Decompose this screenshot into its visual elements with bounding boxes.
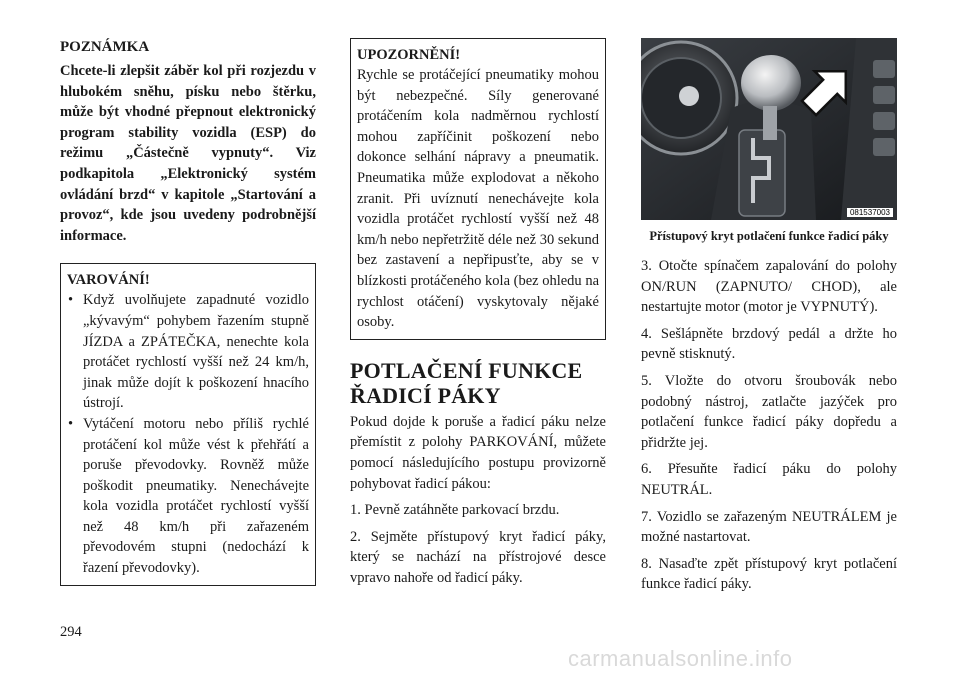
page-number: 294 xyxy=(60,624,82,640)
step-3: 3. Otočte spínačem zapalování do polohy ON/RUN (ZAPNUTO/ CHOD), ale nestartujte motor (motor je VYPNUTÝ). xyxy=(641,258,897,316)
warning-title: VAROVÁNÍ! xyxy=(67,272,150,289)
step-8: 8. Nasaďte zpět přístupový kryt potlačení funkce řadicí páky. xyxy=(641,555,897,593)
right-column xyxy=(641,38,897,595)
caution-box xyxy=(350,38,606,340)
figure-caption: Přístupový kryt potlačení funkce řadicí páky xyxy=(649,229,889,243)
note-title: POZNÁMKA xyxy=(60,39,150,55)
step-6: 6. Přesuňte řadicí páku do polohy NEUTRÁL. xyxy=(641,461,897,498)
section-intro: Pokud dojde k poruše a řadicí páku nelze přemístit z polohy PARKOVÁNÍ, můžete pomocí následujícího postupu provizorně pohybovat řadicí pákou: xyxy=(350,413,606,492)
shifter-override-illustration xyxy=(641,38,897,220)
warning-item: • Vytáčení motoru nebo příliš rychlé protáčení kol může vést k přehřátí a poruše převodovky. Rovněž může poškodit pneumatiky. Nenechávejte kola vozidla protáčet rychlostí vyšší než 48 km/h při zařazeném převodovém stupni (nedochází k řazení převodovky). xyxy=(67,414,309,579)
section-title-line2: ŘADICÍ PÁKY xyxy=(350,382,501,408)
caution-body: Rychle se protáčející pneumatiky mohou být nebezpečné. Síly generované protáčením kola nadměrnou rychlostí mohou zapříčinit poškození nebo dokonce selhání nápravy a pneumatik. Pneumatika může explodovat a někoho zranit. Při uvíznutí nenechávejte kola vozidla protáčet rychlostí vyšší než 48 km/h nebo nepřetržitě déle než 30 sekund bez zastavení a nepřipusťte, aby se v blízkosti protáčeného kola (bez ohledu na rychlost otáčení) vyskytovaly nějaké osoby. xyxy=(357,67,599,331)
left-column xyxy=(60,38,316,586)
warning-item: • Když uvolňujete zapadnuté vozidlo „kývavým“ pohybem řazením stupně JÍZDA a ZPÁTEČKA, nenechte kola protáčet rychlostí vyšší než 24 km/h, jinak může dojít k poškození hnacího ústrojí. xyxy=(67,290,309,414)
watermark: carmanualsonline.info xyxy=(568,646,793,671)
middle-column xyxy=(350,38,606,588)
step-7: 7. Vozidlo se zařazeným NEUTRÁLEM je možné nastartovat. xyxy=(641,508,897,546)
section-title xyxy=(350,358,606,408)
section-title-line1: POTLAČENÍ FUNKCE xyxy=(350,357,583,383)
warning-box xyxy=(60,263,316,585)
step-5: 5. Vložte do otvoru šroubovák nebo podobný nástroj, zatlačte jazýček pro potlačení funkce řadicí páky dopředu a přidržte jej. xyxy=(641,372,897,451)
note-body: Chcete-li zlepšit záběr kol při rozjezdu v hlubokém sněhu, písku nebo štěrku, může být vhodné přepnout elektronický program stability vozidla (ESP) do režimu „Částečně vypnuty“. Viz podkapitola „Elektronický systém ovládání brzd“ v kapitole „Startování a provoz“, kde jsou uvedeny podrobnější informace. xyxy=(60,63,316,244)
caution-title: UPOZORNĚNÍ! xyxy=(357,47,461,63)
figure-code: 081537003 xyxy=(847,208,893,217)
step-1: 1. Pevně zatáhněte parkovací brzdu. xyxy=(350,502,560,519)
shifter-photo xyxy=(641,38,897,220)
step-4: 4. Sešlápněte brzdový pedál a držte ho pevně stisknutý. xyxy=(641,325,897,363)
step-2: 2. Sejměte přístupový kryt řadicí páky, který se nachází na přístrojové desce vpravo nahoře od řadicí páky. xyxy=(350,528,606,586)
